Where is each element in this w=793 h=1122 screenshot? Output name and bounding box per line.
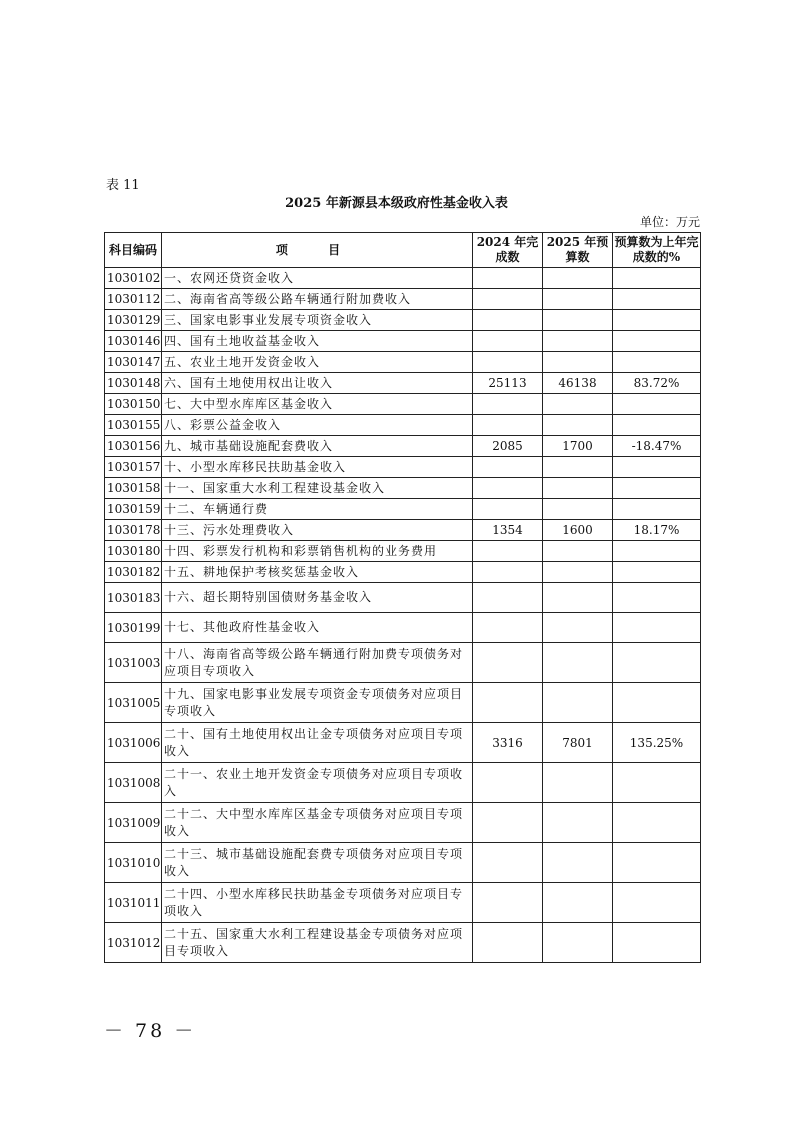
item-name-cell: 二十二、大中型水库库区基金专项债务对应项目专项收入 xyxy=(162,803,473,843)
subject-code-cell: 1030148 xyxy=(105,373,162,394)
actual-2024-cell: 3316 xyxy=(473,723,543,763)
table-row xyxy=(105,723,701,763)
actual-2024-cell xyxy=(473,457,543,478)
budget-2025-cell xyxy=(543,310,613,331)
subject-code-cell: 1031006 xyxy=(105,723,162,763)
budget-2025-cell xyxy=(543,289,613,310)
ratio-cell: 83.72% xyxy=(613,373,701,394)
ratio-cell xyxy=(613,562,701,583)
subject-code-cell: 1030158 xyxy=(105,478,162,499)
budget-2025-cell xyxy=(543,457,613,478)
table-row xyxy=(105,613,701,643)
actual-2024-cell xyxy=(473,643,543,683)
item-name-cell: 七、大中型水库库区基金收入 xyxy=(162,394,473,415)
page-title: 2025 年新源县本级政府性基金收入表 xyxy=(285,196,508,211)
budget-2025-cell xyxy=(543,331,613,352)
subject-code-cell: 1030155 xyxy=(105,415,162,436)
item-name-cell: 十九、国家电影事业发展专项资金专项债务对应项目专项收入 xyxy=(162,683,473,723)
item-name-cell: 一、农网还贷资金收入 xyxy=(162,268,473,289)
page-number: － 78 － xyxy=(104,1020,197,1042)
item-name-cell: 二十、国有土地使用权出让金专项债务对应项目专项收入 xyxy=(162,723,473,763)
budget-2025-cell xyxy=(543,683,613,723)
actual-2024-cell: 25113 xyxy=(473,373,543,394)
item-name-cell: 二十一、农业土地开发资金专项债务对应项目专项收入 xyxy=(162,763,473,803)
actual-2024-cell xyxy=(473,683,543,723)
header-actual-2024: 2024 年完成数 xyxy=(473,233,543,268)
actual-2024-cell xyxy=(473,923,543,963)
subject-code-cell: 1030156 xyxy=(105,436,162,457)
subject-code-cell: 1031008 xyxy=(105,763,162,803)
budget-2025-cell xyxy=(543,499,613,520)
subject-code-cell: 1031010 xyxy=(105,843,162,883)
table-row xyxy=(105,352,701,373)
budget-2025-cell: 7801 xyxy=(543,723,613,763)
actual-2024-cell xyxy=(473,478,543,499)
budget-2025-cell xyxy=(543,394,613,415)
actual-2024-cell xyxy=(473,268,543,289)
table-row xyxy=(105,803,701,843)
actual-2024-cell xyxy=(473,541,543,562)
header-item: 项 目 xyxy=(162,233,473,268)
table-header-row xyxy=(105,233,701,268)
budget-2025-cell xyxy=(543,763,613,803)
table-row xyxy=(105,478,701,499)
ratio-cell xyxy=(613,923,701,963)
subject-code-cell: 1030102 xyxy=(105,268,162,289)
actual-2024-cell xyxy=(473,415,543,436)
header-budget-2025: 2025 年预算数 xyxy=(543,233,613,268)
table-row xyxy=(105,310,701,331)
item-name-cell: 十五、耕地保护考核奖惩基金收入 xyxy=(162,562,473,583)
table-row xyxy=(105,583,701,613)
subject-code-cell: 1030150 xyxy=(105,394,162,415)
item-name-cell: 十三、污水处理费收入 xyxy=(162,520,473,541)
ratio-cell xyxy=(613,478,701,499)
item-name-cell: 二十五、国家重大水利工程建设基金专项债务对应项目专项收入 xyxy=(162,923,473,963)
table-row xyxy=(105,394,701,415)
ratio-cell xyxy=(613,268,701,289)
subject-code-cell: 1030147 xyxy=(105,352,162,373)
subject-code-cell: 1031011 xyxy=(105,883,162,923)
ratio-cell xyxy=(613,583,701,613)
subject-code-cell: 1031003 xyxy=(105,643,162,683)
unit-label: 单位：万元 xyxy=(639,215,700,229)
budget-2025-cell xyxy=(543,843,613,883)
budget-2025-cell xyxy=(543,562,613,583)
budget-2025-cell xyxy=(543,883,613,923)
ratio-cell xyxy=(613,683,701,723)
table-row xyxy=(105,763,701,803)
subject-code-cell: 1030157 xyxy=(105,457,162,478)
item-name-cell: 十八、海南省高等级公路车辆通行附加费专项债务对应项目专项收入 xyxy=(162,643,473,683)
subject-code-cell: 1031012 xyxy=(105,923,162,963)
item-name-cell: 二十四、小型水库移民扶助基金专项债务对应项目专项收入 xyxy=(162,883,473,923)
table-row xyxy=(105,923,701,963)
budget-2025-cell xyxy=(543,541,613,562)
actual-2024-cell xyxy=(473,613,543,643)
table-row xyxy=(105,268,701,289)
actual-2024-cell xyxy=(473,583,543,613)
budget-2025-cell xyxy=(543,415,613,436)
item-name-cell: 六、国有土地使用权出让收入 xyxy=(162,373,473,394)
item-name-cell: 十一、国家重大水利工程建设基金收入 xyxy=(162,478,473,499)
item-name-cell: 九、城市基础设施配套费收入 xyxy=(162,436,473,457)
ratio-cell xyxy=(613,763,701,803)
budget-2025-cell xyxy=(543,803,613,843)
budget-2025-cell xyxy=(543,268,613,289)
actual-2024-cell xyxy=(473,803,543,843)
actual-2024-cell xyxy=(473,883,543,923)
budget-2025-cell xyxy=(543,478,613,499)
subject-code-cell: 1030183 xyxy=(105,583,162,613)
ratio-cell xyxy=(613,289,701,310)
item-name-cell: 八、彩票公益金收入 xyxy=(162,415,473,436)
actual-2024-cell xyxy=(473,763,543,803)
subject-code-cell: 1030112 xyxy=(105,289,162,310)
budget-2025-cell: 1600 xyxy=(543,520,613,541)
ratio-cell xyxy=(613,613,701,643)
subject-code-cell: 1030146 xyxy=(105,331,162,352)
actual-2024-cell xyxy=(473,331,543,352)
item-name-cell: 十六、超长期特别国债财务基金收入 xyxy=(162,583,473,613)
budget-2025-cell xyxy=(543,352,613,373)
table-row xyxy=(105,499,701,520)
table-row xyxy=(105,541,701,562)
ratio-cell xyxy=(613,415,701,436)
ratio-cell xyxy=(613,883,701,923)
table-row xyxy=(105,373,701,394)
item-name-cell: 三、国家电影事业发展专项资金收入 xyxy=(162,310,473,331)
item-name-cell: 十七、其他政府性基金收入 xyxy=(162,613,473,643)
table-label: 表 11 xyxy=(106,178,140,193)
header-code: 科目编码 xyxy=(105,233,162,268)
item-name-cell: 二十三、城市基础设施配套费专项债务对应项目专项收入 xyxy=(162,843,473,883)
actual-2024-cell xyxy=(473,352,543,373)
subject-code-cell: 1030159 xyxy=(105,499,162,520)
subject-code-cell: 1031005 xyxy=(105,683,162,723)
table-row xyxy=(105,520,701,541)
budget-2025-cell xyxy=(543,643,613,683)
budget-2025-cell xyxy=(543,923,613,963)
table-row xyxy=(105,843,701,883)
budget-table xyxy=(104,232,701,963)
actual-2024-cell xyxy=(473,499,543,520)
actual-2024-cell: 1354 xyxy=(473,520,543,541)
actual-2024-cell xyxy=(473,843,543,883)
subject-code-cell: 1030129 xyxy=(105,310,162,331)
actual-2024-cell: 2085 xyxy=(473,436,543,457)
budget-2025-cell: 1700 xyxy=(543,436,613,457)
actual-2024-cell xyxy=(473,394,543,415)
budget-2025-cell xyxy=(543,613,613,643)
ratio-cell xyxy=(613,310,701,331)
subject-code-cell: 1030180 xyxy=(105,541,162,562)
table-row xyxy=(105,883,701,923)
ratio-cell xyxy=(613,803,701,843)
subject-code-cell: 1031009 xyxy=(105,803,162,843)
ratio-cell xyxy=(613,352,701,373)
actual-2024-cell xyxy=(473,562,543,583)
item-name-cell: 十四、彩票发行机构和彩票销售机构的业务费用 xyxy=(162,541,473,562)
item-name-cell: 十、小型水库移民扶助基金收入 xyxy=(162,457,473,478)
item-name-cell: 五、农业土地开发资金收入 xyxy=(162,352,473,373)
header-ratio: 预算数为上年完成数的% xyxy=(613,233,701,268)
table-row xyxy=(105,436,701,457)
ratio-cell xyxy=(613,643,701,683)
table-row xyxy=(105,457,701,478)
ratio-cell xyxy=(613,541,701,562)
ratio-cell xyxy=(613,499,701,520)
item-name-cell: 四、国有土地收益基金收入 xyxy=(162,331,473,352)
table-row xyxy=(105,683,701,723)
actual-2024-cell xyxy=(473,310,543,331)
ratio-cell xyxy=(613,394,701,415)
ratio-cell: 18.17% xyxy=(613,520,701,541)
subject-code-cell: 1030178 xyxy=(105,520,162,541)
subject-code-cell: 1030182 xyxy=(105,562,162,583)
table-row xyxy=(105,562,701,583)
ratio-cell: -18.47% xyxy=(613,436,701,457)
ratio-cell xyxy=(613,843,701,883)
ratio-cell xyxy=(613,457,701,478)
actual-2024-cell xyxy=(473,289,543,310)
subject-code-cell: 1030199 xyxy=(105,613,162,643)
table-row xyxy=(105,643,701,683)
table-row xyxy=(105,331,701,352)
budget-2025-cell: 46138 xyxy=(543,373,613,394)
ratio-cell: 135.25% xyxy=(613,723,701,763)
ratio-cell xyxy=(613,331,701,352)
budget-2025-cell xyxy=(543,583,613,613)
table-row xyxy=(105,289,701,310)
item-name-cell: 二、海南省高等级公路车辆通行附加费收入 xyxy=(162,289,473,310)
table-row xyxy=(105,415,701,436)
item-name-cell: 十二、车辆通行费 xyxy=(162,499,473,520)
